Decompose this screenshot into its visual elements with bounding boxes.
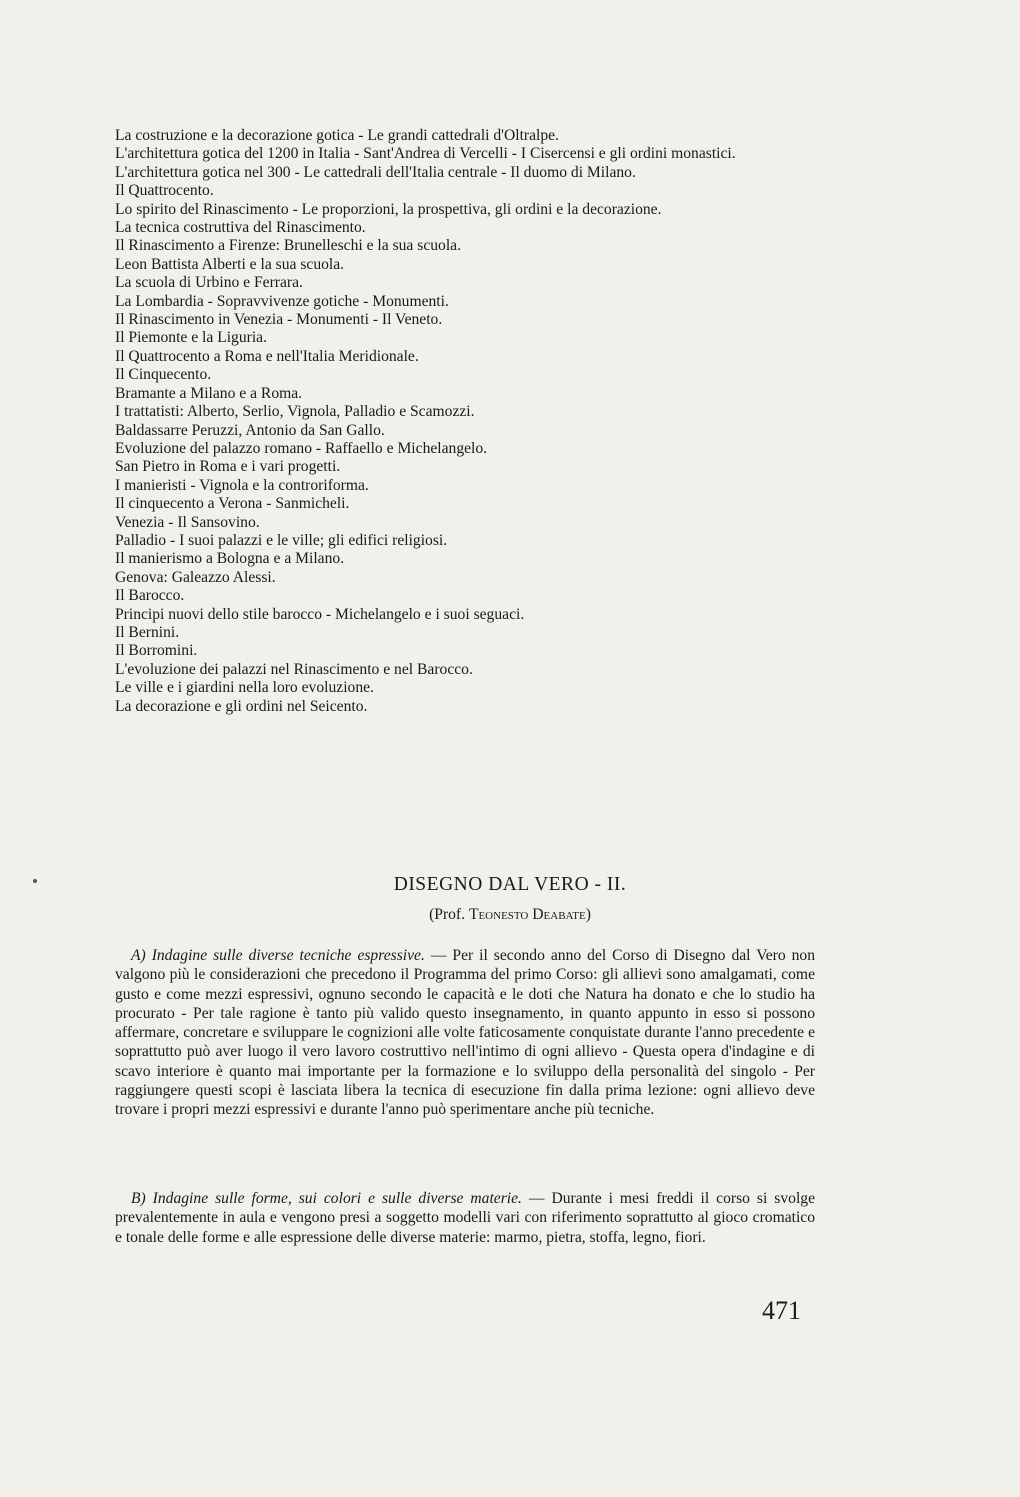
author-suffix: ) bbox=[585, 906, 591, 923]
topic-item: La Lombardia - Sopravvivenze gotiche - Monumenti. bbox=[115, 292, 449, 310]
topic-item: La decorazione e gli ordini nel Seicento. bbox=[115, 697, 368, 715]
topic-item: L'architettura gotica del 1200 in Italia - Sant'Andrea di Vercelli - I Cisercensi e gli ordini monastici. bbox=[115, 145, 736, 163]
topic-item: L'architettura gotica nel 300 - Le cattedrali dell'Italia centrale - Il duomo di Milano. bbox=[115, 163, 636, 181]
topic-list bbox=[115, 127, 815, 716]
paragraph-b-text: — Durante i mesi freddi il corso si svolge prevalentemente in aula e vengono presi a soggetto modelli vari con riferimento soprattutto al gioco cromatico e tonale delle forme e alle espressione delle diverse materie: marmo, pietra, stoffa, legno, fiori. bbox=[115, 1190, 815, 1246]
section-author bbox=[0, 906, 1020, 924]
paragraph-a bbox=[115, 946, 815, 1120]
paragraph-a-text: — Per il secondo anno del Corso di Disegno dal Vero non valgono più le considerazioni che precedono il Programma del primo Corso: gli allievi sono amalgamati, come gusto e come mezzi espressivi, ognuno secondo le capacità e le doti che Natura ha donato e che lo studio ha procurato - Per tale ragione è tanto più valido questo insegnamento, in quanto appunto in esso si possono affermare, concretare e sviluppare le cognizioni alle volte faticosamente conquistate durante l'anno precedente e soprattutto può aver luogo il vero lavoro costruttivo nell'intimo di ogni allievo - Questa opera d'indagine e di scavo interiore è quanto mai importante per la formazione e lo sviluppo della personalità del singolo - Per raggiungere questi scopi è lasciata libera la tecnica di esecuzione fin dalla prima lezione: ogni allievo deve trovare i propri mezzi espressivi e durante l'anno può sperimentare anche più tecniche. bbox=[115, 947, 816, 1119]
topic-item: I trattatisti: Alberto, Serlio, Vignola, Palladio e Scamozzi. bbox=[115, 403, 475, 421]
section-title: DISEGNO DAL VERO - II. bbox=[393, 874, 627, 895]
topic-item: I manieristi - Vignola e la controriforma. bbox=[115, 476, 369, 494]
topic-item: Il manierismo a Bologna e a Milano. bbox=[115, 550, 345, 568]
topic-item: Palladio - I suoi palazzi e le ville; gli edifici religiosi. bbox=[115, 531, 448, 549]
topic-item: Il Bernini. bbox=[115, 623, 180, 641]
topic-item: Bramante a Milano e a Roma. bbox=[115, 384, 303, 402]
paragraph-b bbox=[115, 1189, 815, 1247]
topic-item: Le ville e i giardini nella loro evoluzione. bbox=[115, 679, 374, 697]
topic-item: Il Quattrocento a Roma e nell'Italia Meridionale. bbox=[115, 347, 419, 365]
topic-item: L'evoluzione dei palazzi nel Rinascimento e nel Barocco. bbox=[115, 660, 473, 678]
topic-item: Il Rinascimento a Firenze: Brunelleschi e la sua scuola. bbox=[115, 237, 461, 255]
topic-item: Leon Battista Alberti e la sua scuola. bbox=[115, 255, 345, 273]
topic-item: La scuola di Urbino e Ferrara. bbox=[115, 274, 303, 292]
topic-item: Il Piemonte e la Liguria. bbox=[115, 329, 267, 347]
topic-item: Il Cinquecento. bbox=[115, 366, 212, 384]
topic-item: Il cinquecento a Verona - Sanmicheli. bbox=[115, 495, 350, 513]
topic-item: San Pietro in Roma e i vari progetti. bbox=[115, 458, 341, 476]
topic-item: Il Barocco. bbox=[115, 587, 185, 605]
topic-item: Il Borromini. bbox=[115, 642, 198, 660]
topic-item: La tecnica costruttiva del Rinascimento. bbox=[115, 219, 366, 237]
author-name: Teonesto Deabate bbox=[468, 906, 586, 923]
topic-item: Venezia - Il Sansovino. bbox=[115, 513, 260, 531]
topic-item: La costruzione e la decorazione gotica - Le grandi cattedrali d'Oltralpe. bbox=[115, 127, 559, 144]
page-number: 471 bbox=[762, 1296, 801, 1325]
topic-item: Lo spirito del Rinascimento - Le proporzioni, la prospettiva, gli ordini e la decorazione. bbox=[115, 200, 662, 218]
paragraph-b-heading: B) Indagine sulle forme, sui colori e sulle diverse materie. bbox=[131, 1190, 522, 1207]
author-prefix: (Prof. bbox=[429, 906, 469, 923]
topic-item: Evoluzione del palazzo romano - Raffaello e Michelangelo. bbox=[115, 439, 488, 457]
topic-item: Principi nuovi dello stile barocco - Michelangelo e i suoi seguaci. bbox=[115, 605, 525, 623]
topic-item: Genova: Galeazzo Alessi. bbox=[115, 568, 276, 586]
topic-item: Baldassarre Peruzzi, Antonio da San Gallo. bbox=[115, 421, 385, 439]
topic-item: Il Rinascimento in Venezia - Monumenti - Il Veneto. bbox=[115, 311, 443, 329]
paragraph-a-heading: A) Indagine sulle diverse tecniche espressive. bbox=[131, 947, 425, 964]
topic-item: Il Quattrocento. bbox=[115, 182, 214, 200]
